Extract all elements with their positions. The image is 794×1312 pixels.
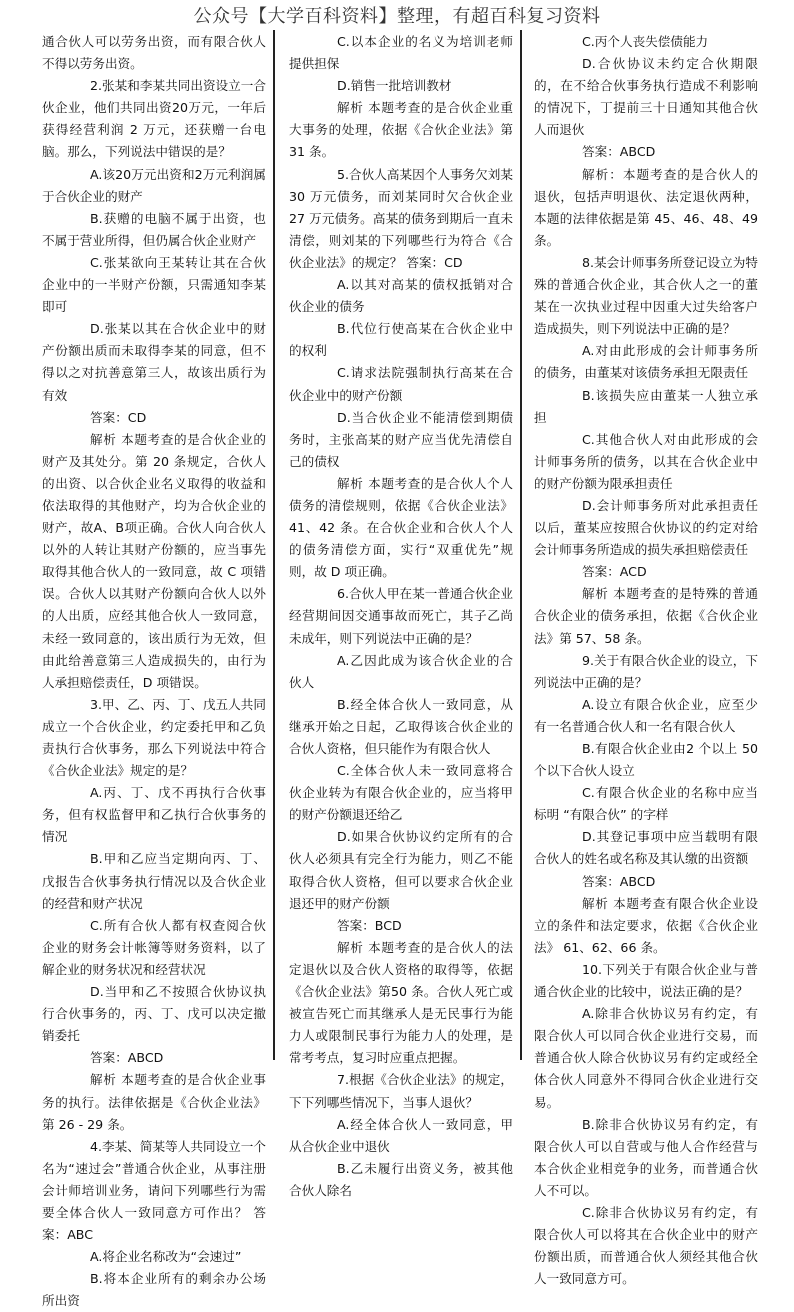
paragraph: 解析 本题考查有限合伙企业设立的条件和法定要求，依据《合伙企业法》 61、62、66 条。 [534,895,758,955]
paragraph: B.有限合伙企业由2 个以上 50 个以下合伙人设立 [534,741,758,779]
paragraph: D.其登记事项中应当载明有限合伙人的姓名或名称及其认缴的出资额 [534,829,758,867]
paragraph: 8.某会计师事务所登记设立为特殊的普通合伙企业，其合伙人之一的董某在一次执业过程中因重大过失给客户造成损失，则下列说法中正确的是？ [534,254,758,337]
paragraph: A.以其对高某的债权抵销对合伙企业的债务 [289,277,513,315]
paragraph: B.代位行使高某在合伙企业中的权利 [289,321,513,359]
paragraph: 解析 本题考查的是特殊的普通合伙企业的债务承担，依据《合伙企业法》第 57、58 条。 [534,586,758,646]
paragraph: 答案：ABCD [582,144,656,160]
paragraph: A.丙、丁、戊不再执行合伙事务，但有权监督甲和乙执行合伙事务的情况 [42,785,266,845]
paragraph: D.当甲和乙不按照合伙协议执行合伙事务的，丙、丁、戊可以决定撤销委托 [42,984,266,1044]
paragraph: 答案：ABCD [582,873,656,889]
paragraph: 解析 本题考查的是合伙人的法定退伙以及合伙人资格的取得等，依据《合伙企业法》第50 条。合伙人死亡或被宣告死亡而其继承人是无民事行为能力人或限制民事行为能力人的处理，是常考考点，复习时应重点把握。 [289,939,513,1066]
page-header-title: 公众号【大学百科资料】整理，有超百科复习资料 [193,6,601,27]
text-column-1 [42,31,266,1312]
paragraph: A.除非合伙协议另有约定，有限合伙人可以同合伙企业进行交易，而普通合伙人除合伙协议另有约定或经全体合伙人同意外不得同合伙企业进行交易。 [534,1006,758,1110]
text-column-2 [289,31,513,1202]
paragraph: C.其他合伙人对由此形成的会计师事务所的债务，以其在合伙企业中的财产份额为限承担责任 [534,431,758,491]
paragraph: B.乙未履行出资义务，被其他合伙人除名 [289,1160,513,1198]
paragraph: 解析 本题考查的是合伙企业事务的执行。法律依据是《合伙企业法》第 26 - 29 条。 [42,1072,266,1132]
paragraph: 答案：CD [90,409,147,425]
paragraph: 答案：BCD [337,917,402,933]
paragraph: A.将企业名称改为“会速过” [90,1249,242,1265]
paragraph: 通合伙人可以劳务出资，而有限合伙人不得以劳务出资。 [42,34,266,72]
paragraph: 解析 本题考查的是合伙企业重大事务的处理，依据《合伙企业法》第 31 条。 [289,100,513,160]
paragraph: A.乙因此成为该合伙企业的合伙人 [289,652,513,690]
paragraph: 5.合伙人高某因个人事务欠刘某 30 万元债务，而刘某同时欠合伙企业 27 万元债务。高某的债务到期后一直未清偿，则刘某的下列哪些行为符合《合伙企业法》的规定？ 答案：CD [289,166,513,270]
paragraph: A.对由此形成的会计师事务所的债务，由董某对该债务承担无限责任 [534,343,758,381]
paragraph: C.以本企业的名义为培训老师提供担保 [289,34,513,72]
paragraph: B.经全体合伙人一致同意，从继承开始之日起，乙取得该合伙企业的合伙人资格，但只能作为有限合伙人 [289,696,513,756]
paragraph: B.获赠的电脑不属于出资，也不属于营业所得，但仍属合伙企业财产 [42,210,266,248]
paragraph: 9.关于有限合伙企业的设立，下列说法中正确的是？ [534,652,758,690]
paragraph: A.该20万元出资和2万元利润属于合伙企业的财产 [42,166,266,204]
paragraph: C.丙个人丧失偿债能力 [582,34,709,49]
paragraph: 2.张某和李某共同出资设立一合伙企业，他们共同出资20万元，一年后获得经营利润 2 万元，还获赠一台电脑。那么，下列说法中错误的是？ [42,78,266,160]
paragraph: A.经全体合伙人一致同意，甲从合伙企业中退伙 [289,1116,513,1154]
paragraph: D.当合伙企业不能清偿到期债务时，主张高某的财产应当优先清偿自己的债权 [289,409,513,469]
paragraph: 6.合伙人甲在某一普通合伙企业经营期间因交通事故而死亡，其子乙尚未成年，则下列说法中正确的是？ [289,586,513,646]
paragraph: C.所有合伙人都有权查阅合伙企业的财务会计帐簿等财务资料，以了解企业的财务状况和经营状况 [42,917,266,977]
column-divider [520,30,522,1060]
paragraph: C.全体合伙人未一致同意将合伙企业转为有限合伙企业的，应当将甲的财产份额退还给乙 [289,763,513,823]
paragraph: C.有限合伙企业的名称中应当标明 “有限合伙” 的字样 [534,785,758,823]
paragraph: 解析 本题考查的是合伙人个人债务的清偿规则，依据《合伙企业法》 41、42 条。在合伙企业和合伙人个人的债务清偿方面，实行“双重优先”规则，故 D 项正确。 [289,475,513,580]
paragraph: A.设立有限合伙企业，应至少有一名普通合伙人和一名有限合伙人 [534,696,758,734]
paragraph: 答案：ACD [582,564,647,580]
paragraph: 解析：本题考查的是合伙人的退伙，包括声明退伙、法定退伙两种，本题的法律依据是第 45、46、48、49 条。 [534,166,758,248]
paragraph: 解析 本题考查的是合伙企业的财产及其处分。第 20 条规定，合伙人的出资、以合伙企业名义取得的收益和依法取得的其他财产，均为合伙企业的财产，故A、B项正确。合伙人向合伙人以外的人转让其财产份额的，应当事先取得其他合伙人的一致同意，故 C 项错误。合伙人以其财产份额向合伙人以外的人出质，应经其他合伙人一致同意，未经一致同意的，该出质行为无效，但由此给善意第三人造成损失的，由行为人承担赔偿责任，D 项错误。 [42,431,266,690]
paragraph: 4.李某、简某等人共同设立一个名为“速过会”普通合伙企业，从事注册会计师培训业务，请问下列哪些行为需要全体合伙人一致同意方可作出？ 答案：ABC [42,1138,266,1243]
paragraph: 7.根据《合伙企业法》的规定，下下列哪些情况下，当事人退伙？ [289,1072,513,1110]
paragraph: 10.下列关于有限合伙企业与普通合伙企业的比较中，说法正确的是？ [534,961,758,1000]
paragraph: B.该损失应由董某一人独立承担 [534,387,758,425]
paragraph: 3.甲、乙、丙、丁、戊五人共同成立一个合伙企业，约定委托甲和乙负责执行合伙事务，那么下列说法中符合《合伙企业法》规定的是？ [42,696,266,779]
paragraph: C.请求法院强制执行高某在合伙企业中的财产份额 [289,365,513,403]
paragraph: C.除非合伙协议另有约定，有限合伙人可以将其在合伙企业中的财产份额出质，而普通合伙人须经其他合伙人一致同意方可。 [534,1204,758,1287]
paragraph: D.张某以其在合伙企业中的财产份额出质而未取得李某的同意，但不得以之对抗善意第三人，故该出质行为有效 [42,321,266,403]
paragraph: 答案：ABCD [90,1050,164,1066]
column-divider [273,30,275,1060]
paragraph: D.销售一批培训教材 [337,78,452,94]
text-column-3 [534,31,758,1290]
paragraph: B.甲和乙应当定期向丙、丁、戊报告合伙事务执行情况以及合伙企业的经营和财产状况 [42,851,266,911]
paragraph: D.如果合伙协议约定所有的合伙人必须具有完全行为能力，则乙不能取得合伙人资格，但可以要求合伙企业退还甲的财产份额 [289,829,513,911]
paragraph: D.会计师事务所对此承担责任以后，董某应按照合伙协议的约定对给会计师事务所造成的损失承担赔偿责任 [534,497,758,558]
paragraph: C.张某欲向王某转让其在合伙企业中的一半财产份额，只需通知李某即可 [42,254,266,315]
paragraph: D.合伙协议未约定合伙期限的，在不给合伙事务执行造成不利影响的情况下，丁提前三十日通知其他合伙人而退伙 [534,56,758,138]
paragraph: B.除非合伙协议另有约定，有限合伙人可以自营或与他人合作经营与本合伙企业相竞争的业务，而普通合伙人不可以。 [534,1116,758,1198]
paragraph: B.将本企业所有的剩余办公场所出资 [42,1271,266,1309]
